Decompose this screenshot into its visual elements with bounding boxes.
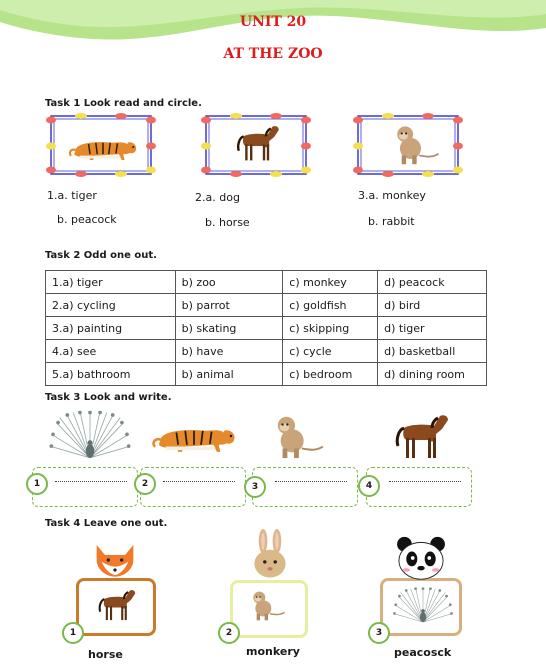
task1-frame-3 <box>352 112 464 178</box>
horse-icon <box>96 586 138 622</box>
card-label-1: horse <box>88 648 123 661</box>
table-cell[interactable]: d) bird <box>378 294 487 317</box>
table-cell[interactable]: c) cycle <box>283 340 378 363</box>
card-label-2: monkery <box>246 645 300 658</box>
fox-icon <box>90 540 140 580</box>
table-row <box>46 317 487 340</box>
table-cell[interactable]: 2.a) cycling <box>46 294 176 317</box>
task1-heading: Task 1 Look read and circle. <box>45 98 202 109</box>
table-cell[interactable]: b) zoo <box>175 271 283 294</box>
monkey-icon <box>266 412 326 460</box>
table-cell[interactable]: b) skating <box>175 317 283 340</box>
tiger-icon <box>67 132 139 162</box>
card-label-3: peacosck <box>394 646 452 659</box>
write-box-1[interactable] <box>32 467 138 507</box>
number-badge-card-1: 1 <box>62 622 84 644</box>
table-cell[interactable]: b) parrot <box>175 294 283 317</box>
task2-heading: Task 2 Odd one out. <box>45 250 157 261</box>
rabbit-icon <box>244 528 296 582</box>
task1-option-3a[interactable]: 3.a. monkey <box>358 189 426 202</box>
number-badge-2: 2 <box>134 473 156 495</box>
task1-frame-2 <box>200 112 312 178</box>
task1-frame-1 <box>45 112 157 178</box>
number-badge-3: 3 <box>244 476 266 498</box>
answer-line <box>275 481 347 482</box>
odd-one-out-table <box>45 270 487 386</box>
number-badge-card-2: 2 <box>218 622 240 644</box>
table-row <box>46 363 487 386</box>
panda-icon <box>392 535 450 581</box>
tiger-icon <box>150 418 238 454</box>
number-badge-4: 4 <box>358 475 380 497</box>
monkey-icon <box>386 122 442 166</box>
monkey-icon <box>246 588 286 622</box>
horse-icon <box>234 122 282 162</box>
task3-heading: Task 3 Look and write. <box>45 392 172 403</box>
table-cell[interactable]: b) animal <box>175 363 283 386</box>
table-cell[interactable]: b) have <box>175 340 283 363</box>
write-box-2[interactable] <box>140 467 246 507</box>
table-cell[interactable]: d) peacock <box>378 271 487 294</box>
task1-option-2a[interactable]: 2.a. dog <box>195 191 240 204</box>
task1-option-1b[interactable]: b. peacock <box>57 213 117 226</box>
table-cell[interactable]: c) monkey <box>283 271 378 294</box>
table-cell[interactable]: d) basketball <box>378 340 487 363</box>
table-cell[interactable]: d) tiger <box>378 317 487 340</box>
write-box-3[interactable] <box>252 467 358 507</box>
answer-line <box>163 481 235 482</box>
horse-icon <box>392 410 452 460</box>
peacock-icon <box>48 410 132 462</box>
task4-heading: Task 4 Leave one out. <box>45 518 168 529</box>
task1-option-2b[interactable]: b. horse <box>205 216 250 229</box>
number-badge-1: 1 <box>26 473 48 495</box>
answer-line <box>55 481 127 482</box>
table-cell[interactable]: c) skipping <box>283 317 378 340</box>
table-cell[interactable]: c) bedroom <box>283 363 378 386</box>
table-cell[interactable]: d) dining room <box>378 363 487 386</box>
table-cell[interactable]: 1.a) tiger <box>46 271 176 294</box>
topic-title: AT THE ZOO <box>223 46 323 62</box>
table-cell[interactable]: 3.a) painting <box>46 317 176 340</box>
table-row <box>46 294 487 317</box>
answer-line <box>389 481 461 482</box>
table-cell[interactable]: c) goldfish <box>283 294 378 317</box>
write-box-4[interactable] <box>366 467 472 507</box>
peacock-icon <box>392 586 454 626</box>
table-row <box>46 340 487 363</box>
task1-option-3b[interactable]: b. rabbit <box>368 215 415 228</box>
unit-title: UNIT 20 <box>239 14 307 30</box>
number-badge-card-3: 3 <box>368 622 390 644</box>
task1-option-1a[interactable]: 1.a. tiger <box>47 189 97 202</box>
table-row <box>46 271 487 294</box>
table-cell[interactable]: 4.a) see <box>46 340 176 363</box>
table-cell[interactable]: 5.a) bathroom <box>46 363 176 386</box>
